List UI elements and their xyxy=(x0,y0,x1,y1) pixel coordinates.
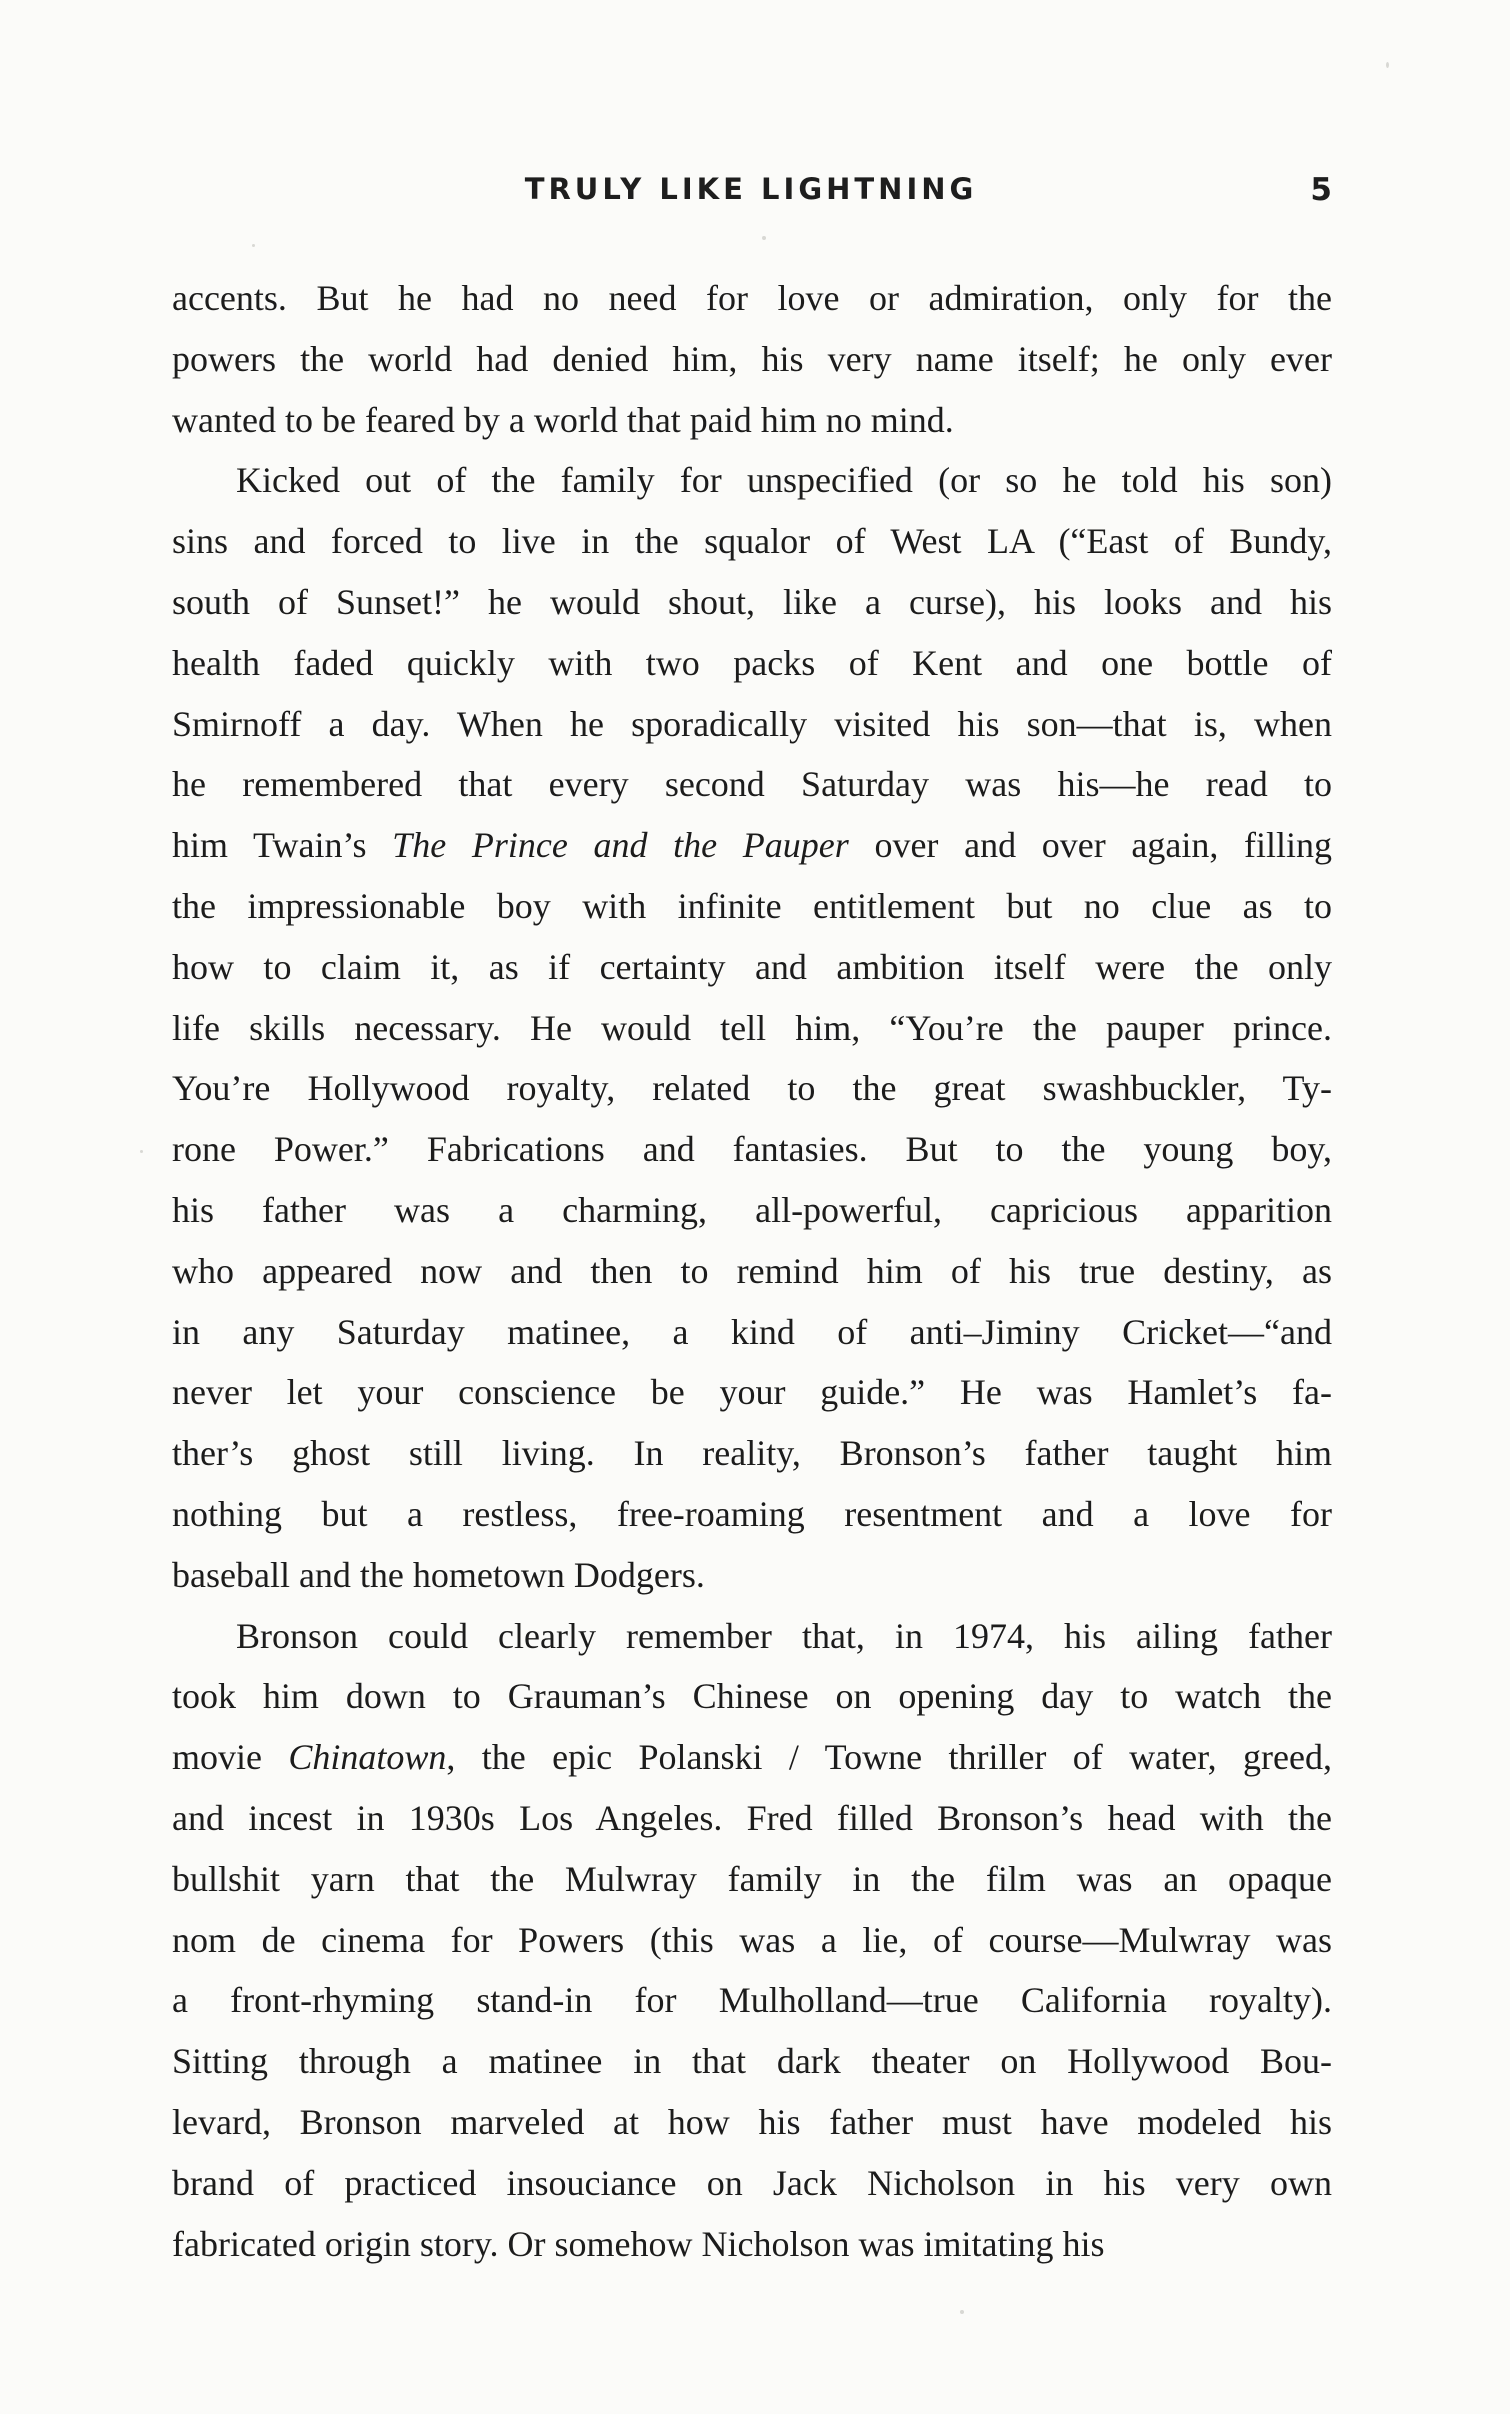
text-segment: levard, Bronson marveled at how his father must have modeled his xyxy=(172,2101,1332,2142)
text-line xyxy=(172,1058,1332,1119)
text-line xyxy=(172,1180,1332,1241)
text-segment: the impressionable boy with infinite entitlement but no clue as to xyxy=(172,885,1332,926)
text-segment: life skills necessary. He would tell him, “You’re the pauper prince. xyxy=(172,1007,1332,1048)
text-segment: took him down to Grauman’s Chinese on opening day to watch the xyxy=(172,1676,1332,1717)
text-segment: brand of practiced insouciance on Jack Nicholson in his very own xyxy=(172,2162,1332,2203)
text-line xyxy=(172,1545,1332,1606)
text-line xyxy=(172,1606,1332,1667)
text-segment: You’re Hollywood royalty, related to the great swashbuckler, Ty- xyxy=(172,1068,1332,1109)
text-line xyxy=(172,572,1332,633)
text-segment: rone Power.” Fabrications and fantasies. But to the young boy, xyxy=(172,1129,1332,1170)
text-segment: a front-rhyming stand-in for Mulholland—true California royalty). xyxy=(172,1980,1332,2021)
text-segment: fabricated origin story. Or somehow Nicholson was imitating his xyxy=(172,2223,1105,2264)
text-segment: south of Sunset!” he would shout, like a curse), his looks and his xyxy=(172,581,1332,622)
scan-speck xyxy=(762,236,766,240)
text-segment: baseball and the hometown Dodgers. xyxy=(172,1554,705,1595)
running-head xyxy=(170,172,1332,222)
text-segment: nothing but a restless, free-roaming resentment and a love for xyxy=(172,1493,1332,1534)
text-segment: , the epic Polanski / Towne thriller of water, greed, xyxy=(446,1737,1332,1778)
text-segment: never let your conscience be your guide.” He was Hamlet’s fa- xyxy=(172,1372,1332,1413)
italic-title: The Prince and the Pauper xyxy=(392,825,849,866)
text-segment: bullshit yarn that the Mulwray family in the film was an opaque xyxy=(172,1858,1332,1899)
text-segment: Bronson could clearly remember that, in 1974, his ailing father xyxy=(236,1615,1332,1656)
text-segment: health faded quickly with two packs of Kent and one bottle of xyxy=(172,642,1332,683)
page-number: 5 xyxy=(1310,172,1332,208)
text-line xyxy=(172,998,1332,1059)
text-line xyxy=(172,1727,1332,1788)
text-segment: in any Saturday matinee, a kind of anti–Jiminy Cricket—“and xyxy=(172,1311,1332,1352)
text-line xyxy=(172,754,1332,815)
scan-speck xyxy=(140,1150,143,1153)
text-line xyxy=(172,1241,1332,1302)
text-line xyxy=(172,1666,1332,1727)
text-segment: wanted to be feared by a world that paid him no mind. xyxy=(172,399,954,440)
text-segment: he remembered that every second Saturday was his—he read to xyxy=(172,764,1332,805)
text-line xyxy=(172,1423,1332,1484)
text-line xyxy=(172,633,1332,694)
text-segment: and incest in 1930s Los Angeles. Fred filled Bronson’s head with the xyxy=(172,1797,1332,1838)
text-line xyxy=(172,1849,1332,1910)
text-line xyxy=(172,1970,1332,2031)
text-segment: Smirnoff a day. When he sporadically visited his son—that is, when xyxy=(172,703,1332,744)
text-line xyxy=(172,815,1332,876)
text-line xyxy=(172,1484,1332,1545)
running-title: TRULY LIKE LIGHTNING xyxy=(524,172,978,206)
text-line xyxy=(172,1910,1332,1971)
text-segment: his father was a charming, all-powerful, capricious apparition xyxy=(172,1189,1332,1230)
text-segment: movie xyxy=(172,1737,289,1778)
text-line xyxy=(172,694,1332,755)
text-line xyxy=(172,268,1332,329)
text-segment: sins and forced to live in the squalor of West LA (“East of Bundy, xyxy=(172,521,1332,562)
text-line xyxy=(172,2031,1332,2092)
text-segment: who appeared now and then to remind him of his true destiny, as xyxy=(172,1250,1332,1291)
scan-speck xyxy=(252,244,255,247)
text-segment: nom de cinema for Powers (this was a lie, of course—Mulwray was xyxy=(172,1919,1332,1960)
text-segment: how to claim it, as if certainty and ambition itself were the only xyxy=(172,946,1332,987)
text-line xyxy=(172,1302,1332,1363)
text-line xyxy=(172,2092,1332,2153)
text-line xyxy=(172,2214,1332,2275)
text-line xyxy=(172,511,1332,572)
text-segment: powers the world had denied him, his very name itself; he only ever xyxy=(172,338,1332,379)
text-line xyxy=(172,450,1332,511)
text-segment: accents. But he had no need for love or admiration, only for the xyxy=(172,278,1332,318)
text-line xyxy=(172,937,1332,998)
text-line xyxy=(172,329,1332,390)
text-line xyxy=(172,390,1332,451)
scan-speck xyxy=(1386,62,1389,68)
italic-title: Chinatown xyxy=(288,1737,447,1778)
body-text xyxy=(172,268,1332,2274)
text-line xyxy=(172,1788,1332,1849)
text-segment: him Twain’s xyxy=(172,825,393,866)
scan-speck xyxy=(960,2310,964,2314)
text-segment: ther’s ghost still living. In reality, Bronson’s father taught him xyxy=(172,1433,1332,1474)
text-line xyxy=(172,2153,1332,2214)
text-line xyxy=(172,876,1332,937)
text-segment: Kicked out of the family for unspecified (or so he told his son) xyxy=(236,460,1332,501)
text-segment: Sitting through a matinee in that dark theater on Hollywood Bou- xyxy=(172,2041,1332,2082)
text-line xyxy=(172,1362,1332,1423)
text-segment: over and over again, filling xyxy=(848,825,1333,866)
text-line xyxy=(172,1119,1332,1180)
